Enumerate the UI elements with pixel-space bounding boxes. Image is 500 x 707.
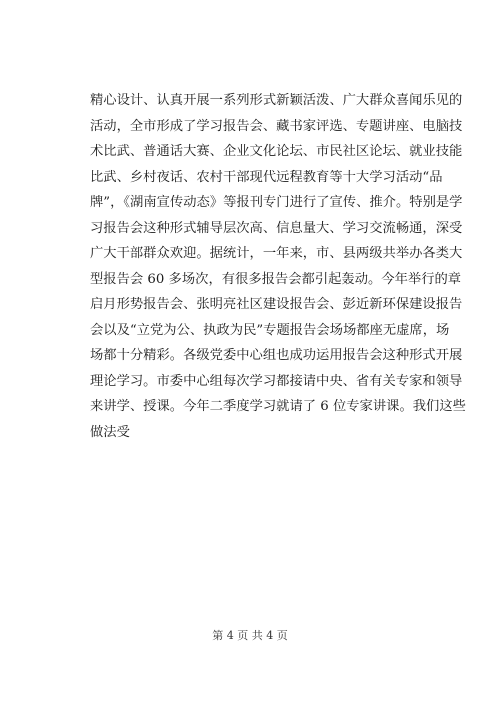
- text-line: 广大干部群众欢迎。据统计，一年来，市、县两级共举办各类大: [90, 246, 463, 261]
- text-line-last: 做法受: [90, 424, 130, 440]
- text-line: 精心设计、认真开展一系列形式新颖活泼、广大群众喜闻乐见的: [90, 93, 463, 108]
- text-line: 启月形势报告会、张明亮社区建设报告会、彭近新环保建设报告: [90, 297, 463, 312]
- page-footer: [0, 627, 500, 643]
- page-number: 第 4 页 共 4 页: [212, 629, 288, 642]
- text-line: 比武、乡村夜话、农村干部现代远程教育等十大学习活动“品: [90, 169, 443, 185]
- text-line: 场都十分精彩。各级党委中心组也成功运用报告会这种形式开展: [90, 348, 463, 363]
- text-line: 习报告会这种形式辅导层次高、信息量大、学习交流畅通，深受: [90, 220, 463, 236]
- text-line: 理论学习。市委中心组每次学习都接请中央、省有关专家和领导: [90, 373, 463, 389]
- body-paragraph: [90, 88, 466, 445]
- text-line: 来讲学、授课。今年二季度学习就请了 6 位专家讲课。我们这些: [90, 399, 466, 414]
- text-line: 牌”，《湖南宣传动态》等报刊专门进行了宣传、推介。特别是学: [90, 195, 463, 210]
- text-line: 型报告会 60 多场次，有很多报告会都引起轰动。今年举行的章: [90, 271, 462, 287]
- text-line: 会以及“立党为公、执政为民”专题报告会场场都座无虚席，场: [90, 322, 450, 338]
- text-line: 术比武、普通话大赛、企业文化论坛、市民社区论坛、就业技能: [90, 144, 463, 159]
- text-line: 活动，全市形成了学习报告会、藏书家评选、专题讲座、电脑技: [90, 118, 463, 134]
